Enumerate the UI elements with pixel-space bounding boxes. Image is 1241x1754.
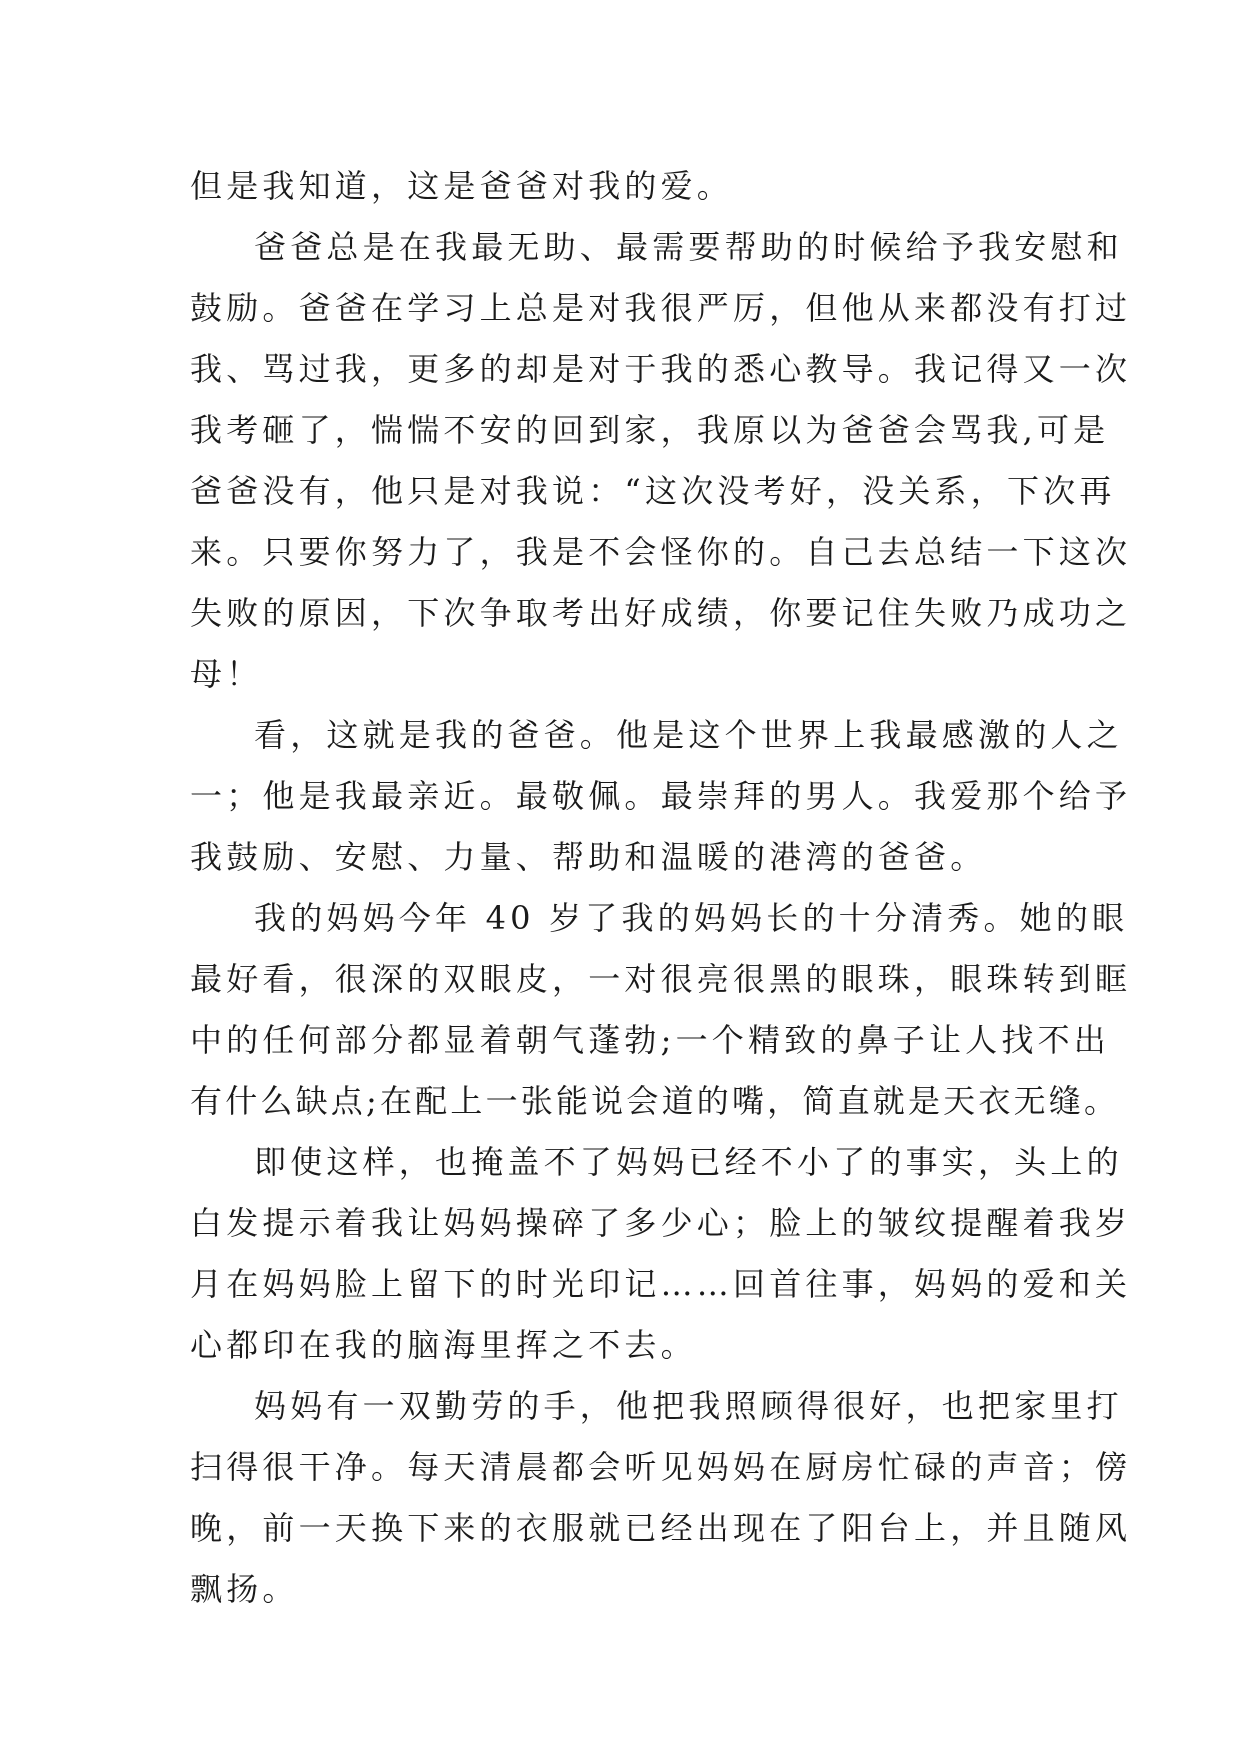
paragraph-2-line-3: 我、骂过我，更多的却是对于我的悉心教导。我记得又一次 (190, 350, 1132, 388)
paragraph-6-line-1: 妈妈有一双勤劳的手，他把我照顾得很好，也把家里打 (254, 1387, 1123, 1425)
paragraph-2-line-7: 失败的原因，下次争取考出好成绩，你要记住失败乃成功之 (190, 594, 1132, 632)
paragraph-3-line-2: 一；他是我最亲近。最敬佩。最崇拜的男人。我爱那个给予 (190, 777, 1132, 815)
paragraph-2-line-6: 来。只要你努力了，我是不会怪你的。自己去总结一下这次 (190, 533, 1132, 571)
paragraph-5-line-1: 即使这样，也掩盖不了妈妈已经不小了的事实，头上的 (254, 1143, 1123, 1181)
paragraph-3-line-1: 看，这就是我的爸爸。他是这个世界上我最感激的人之 (254, 716, 1123, 754)
paragraph-6-line-2: 扫得很干净。每天清晨都会听见妈妈在厨房忙碌的声音；傍 (190, 1448, 1132, 1486)
paragraph-1-line-1: 但是我知道，这是爸爸对我的爱。 (190, 167, 734, 205)
paragraph-4-line-1: 我的妈妈今年 40 岁了我的妈妈长的十分清秀。她的眼 (254, 899, 1129, 937)
paragraph-4-line-2: 最好看，很深的双眼皮，一对很亮很黑的眼珠，眼珠转到眶 (190, 960, 1132, 998)
paragraph-5-line-4: 心都印在我的脑海里挥之不去。 (190, 1326, 697, 1364)
paragraph-2-line-4: 我考砸了，惴惴不安的回到家，我原以为爸爸会骂我,可是 (190, 411, 1110, 449)
paragraph-5-line-2: 白发提示着我让妈妈操碎了多少心；脸上的皱纹提醒着我岁 (190, 1204, 1132, 1242)
paragraph-6-line-3: 晚，前一天换下来的衣服就已经出现在了阳台上，并且随风 (190, 1509, 1132, 1547)
paragraph-5-line-3: 月在妈妈脸上留下的时光印记……回首往事，妈妈的爱和关 (190, 1265, 1132, 1303)
paragraph-2-line-2: 鼓励。爸爸在学习上总是对我很严厉，但他从来都没有打过 (190, 289, 1132, 327)
paragraph-6-line-4: 飘扬。 (190, 1570, 299, 1608)
paragraph-4-line-4: 有什么缺点;在配上一张能说会道的嘴，简直就是天衣无缝。 (190, 1082, 1120, 1120)
paragraph-2-line-1: 爸爸总是在我最无助、最需要帮助的时候给予我安慰和 (254, 228, 1123, 266)
paragraph-4-line-3: 中的任何部分都显着朝气蓬勃;一个精致的鼻子让人找不出 (190, 1021, 1110, 1059)
paragraph-2-line-8: 母！ (190, 655, 263, 693)
paragraph-3-line-3: 我鼓励、安慰、力量、帮助和温暖的港湾的爸爸。 (190, 838, 987, 876)
document-body (190, 156, 1132, 1620)
paragraph-2-line-5: 爸爸没有，他只是对我说：“这次没考好，没关系，下次再 (190, 472, 1116, 510)
